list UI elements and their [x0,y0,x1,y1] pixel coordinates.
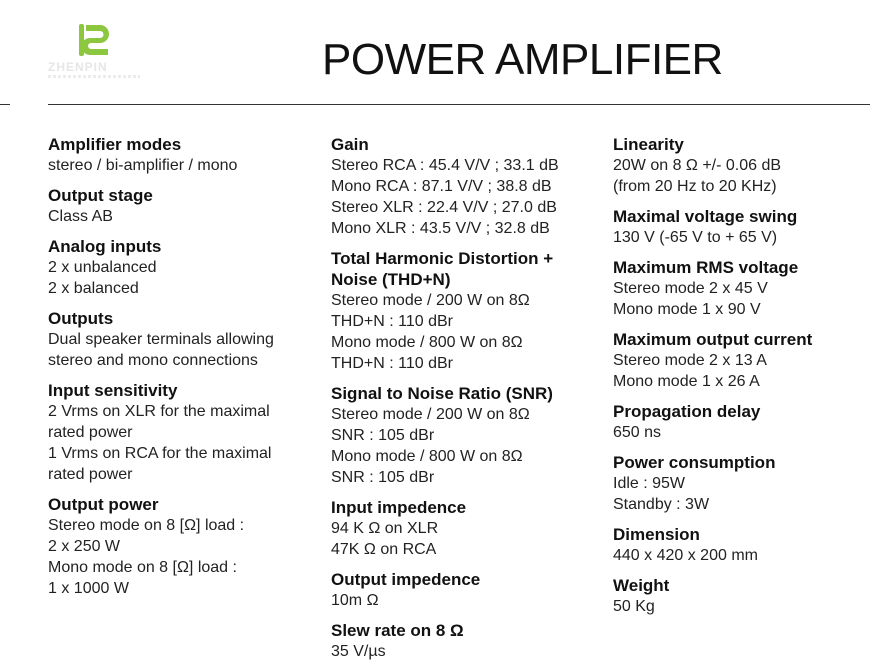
spec-value: Mono mode 1 x 26 A [613,373,760,390]
spec-item [613,575,863,617]
spec-value: 2 x balanced [48,280,139,297]
spec-label: Output power [48,495,159,514]
spec-item [48,380,308,485]
spec-label-continued: Noise (THD+N) [331,270,451,289]
spec-value: Stereo mode on 8 [Ω] load : [48,517,245,534]
spec-item [48,134,308,176]
spec-item [48,185,308,227]
spec-label: Linearity [613,135,684,154]
spec-item [331,248,591,374]
spec-label: Outputs [48,309,114,328]
spec-value: SNR : 105 dBr [331,427,435,444]
spec-value: rated power [48,466,133,483]
spec-value: rated power [48,424,133,441]
spec-value: THD+N : 110 dBr [331,313,453,330]
brand-logo [48,22,140,82]
spec-value: 20W on 8 Ω +/- 0.06 dB [613,157,782,174]
brand-name: ZHENPIN [48,60,108,74]
spec-label: Maximum output current [613,330,813,349]
spec-item [331,383,591,488]
header-divider-stub [0,104,10,105]
spec-value: Standby : 3W [613,496,710,513]
spec-item [48,236,308,299]
spec-value: Mono mode 1 x 90 V [613,301,761,318]
spec-label: Slew rate on 8 Ω [331,621,464,640]
spec-value: 47K Ω on RCA [331,541,437,558]
spec-item [613,134,863,197]
brand-tagline-mark [48,75,140,78]
spec-label: Signal to Noise Ratio (SNR) [331,384,553,403]
spec-value: 50 Kg [613,598,655,615]
spec-value: Stereo mode 2 x 13 A [613,352,767,369]
spec-label: Analog inputs [48,237,162,256]
spec-value: Mono XLR : 43.5 V/V ; 32.8 dB [331,220,550,237]
spec-label: Weight [613,576,670,595]
spec-column-3 [613,134,863,626]
spec-label: Total Harmonic Distortion + [331,249,554,268]
spec-value: Idle : 95W [613,475,686,492]
spec-label: Dimension [613,525,700,544]
spec-label: Power consumption [613,453,776,472]
spec-item [613,257,863,320]
spec-label: Maximum RMS voltage [613,258,799,277]
spec-value: Stereo mode / 200 W on 8Ω [331,292,530,309]
spec-value: Stereo mode / 200 W on 8Ω [331,406,530,423]
spec-value: 440 x 420 x 200 mm [613,547,758,564]
spec-item [48,308,308,371]
spec-value: SNR : 105 dBr [331,469,435,486]
spec-value: (from 20 Hz to 20 KHz) [613,178,777,195]
spec-value: stereo / bi-amplifier / mono [48,157,238,174]
spec-value: 10m Ω [331,592,379,609]
page-title: POWER AMPLIFIER [322,35,723,84]
spec-item [331,134,591,239]
spec-value: Mono mode / 800 W on 8Ω [331,448,523,465]
spec-value: Mono mode on 8 [Ω] load : [48,559,237,576]
spec-value: 35 V/µs [331,643,386,660]
spec-value: 2 x 250 W [48,538,121,555]
spec-value: Mono mode / 800 W on 8Ω [331,334,523,351]
spec-value: stereo and mono connections [48,352,258,369]
spec-item [331,497,591,560]
spec-value: Dual speaker terminals allowing [48,331,274,348]
header-divider [48,104,870,105]
spec-value: Stereo RCA : 45.4 V/V ; 33.1 dB [331,157,559,174]
zhenpin-logo-icon [78,22,112,58]
spec-item [331,569,591,611]
spec-value: 130 V (-65 V to + 65 V) [613,229,778,246]
spec-value: 1 Vrms on RCA for the maximal [48,445,272,462]
spec-label: Output impedence [331,570,481,589]
spec-item [613,452,863,515]
spec-label: Input impedence [331,498,467,517]
spec-value: THD+N : 110 dBr [331,355,453,372]
spec-value: 1 x 1000 W [48,580,129,597]
spec-label: Input sensitivity [48,381,178,400]
spec-label: Maximal voltage swing [613,207,798,226]
spec-column-1 [48,134,308,608]
spec-label: Propagation delay [613,402,761,421]
spec-label: Gain [331,135,369,154]
spec-label: Amplifier modes [48,135,182,154]
spec-value: 650 ns [613,424,662,441]
spec-value: 2 Vrms on XLR for the maximal [48,403,270,420]
spec-item [613,524,863,566]
spec-value: Class AB [48,208,113,225]
spec-value: Mono RCA : 87.1 V/V ; 38.8 dB [331,178,552,195]
spec-value: 2 x unbalanced [48,259,157,276]
spec-value: 94 K Ω on XLR [331,520,439,537]
spec-column-2 [331,134,591,671]
spec-value: Stereo XLR : 22.4 V/V ; 27.0 dB [331,199,557,216]
spec-item [48,494,308,599]
spec-label: Output stage [48,186,153,205]
spec-value: Stereo mode 2 x 45 V [613,280,768,297]
spec-item [613,329,863,392]
spec-item [331,620,591,662]
spec-item [613,401,863,443]
spec-item [613,206,863,248]
